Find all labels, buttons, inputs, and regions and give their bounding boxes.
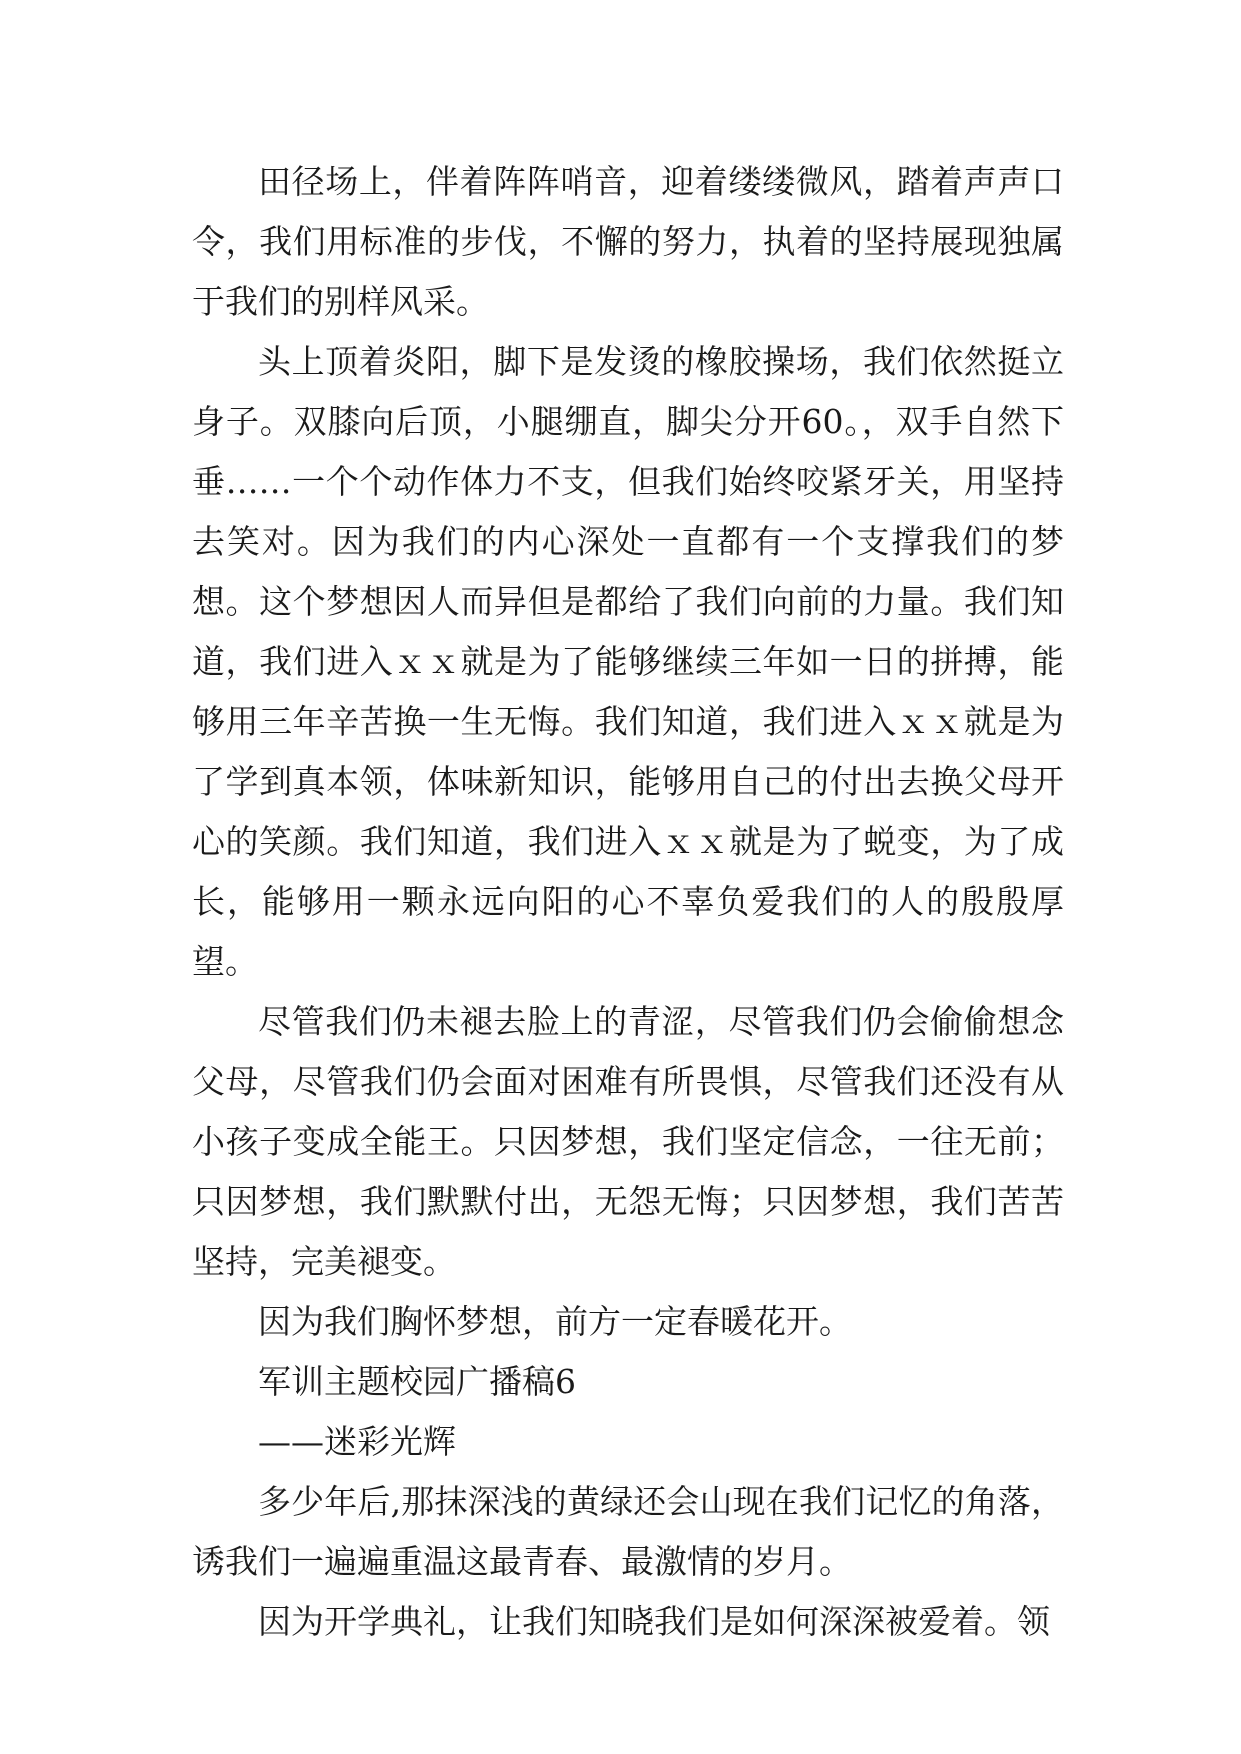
section-subtitle: ——迷彩光辉 — [258, 1422, 456, 1461]
paragraph-years-later: 多少年后,那抹深浅的黄绿还会山现在我们记忆的角落，诱我们一遍遍重温这最青春、最激情的岁月。 — [192, 1482, 1064, 1581]
paragraph-training-field: 田径场上，伴着阵阵哨音，迎着缕缕微风，踏着声声口令，我们用标准的步伐，不懈的努力，执着的坚持展现独属于我们的别样风采。 — [192, 162, 1064, 321]
document-body — [192, 152, 1064, 1652]
paragraph-standing-in-sun: 头上顶着炎阳，脚下是发烫的橡胶操场，我们依然挺立身子。双膝向后顶，小腿绷直，脚尖分开60。，双手自然下垂……一个个动作体力不支，但我们始终咬紧牙关，用坚持去笑对。因为我们的内心深处一直都有一个支撑我们的梦想。这个梦想因人而异但是都给了我们向前的力量。我们知道，我们进入ｘｘ就是为了能够继续三年如一日的拼搏，能够用三年辛苦换一生无悔。我们知道，我们进入ｘｘ就是为了学到真本领，体味新知识，能够用自己的付出去换父母开心的笑颜。我们知道，我们进入ｘｘ就是为了蜕变，为了成长，能够用一颗永远向阳的心不辜负爱我们的人的殷殷厚望。 — [192, 342, 1064, 981]
paragraph-spring-flowers: 因为我们胸怀梦想，前方一定春暖花开。 — [258, 1302, 852, 1341]
section-heading: 军训主题校园广播稿6 — [258, 1362, 576, 1401]
paragraph-despite-youth: 尽管我们仍未褪去脸上的青涩，尽管我们仍会偷偷想念父母，尽管我们仍会面对困难有所畏惧，尽管我们还没有从小孩子变成全能王。只因梦想，我们坚定信念，一往无前；只因梦想，我们默默付出，无怨无悔；只因梦想，我们苦苦坚持，完美褪变。 — [192, 1002, 1064, 1281]
paragraph-opening-ceremony: 因为开学典礼，让我们知晓我们是如何深深被爱着。领 — [258, 1602, 1050, 1641]
